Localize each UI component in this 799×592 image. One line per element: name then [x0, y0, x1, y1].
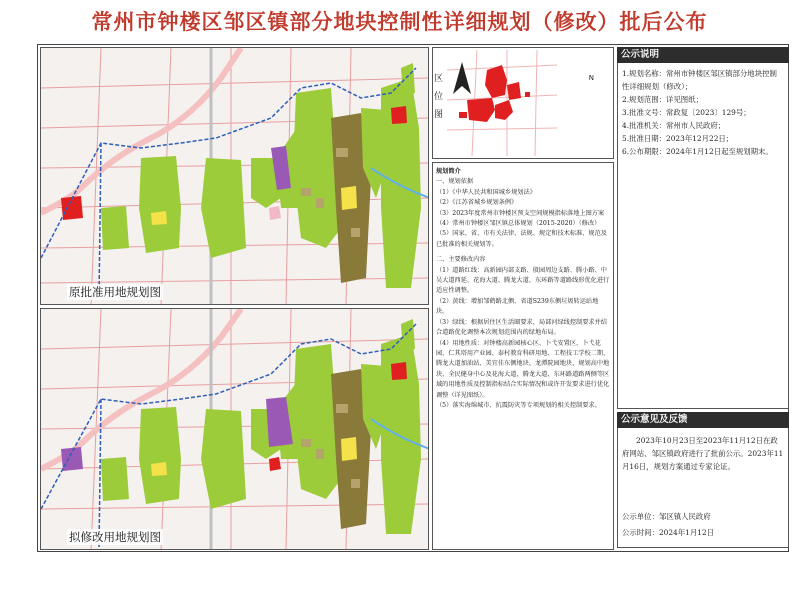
plan-brief-section-1: 一、规划依据 [436, 178, 474, 186]
change-item: （1）道路红线：高新园内部支路、殷园周边支路、腾小路、中吴大道西延、花海大道、腾龙大道、东环路等道路线形优化进行适应性调整。 [436, 266, 610, 295]
original-land-use-map [40, 47, 429, 305]
location-label-char: 区 [434, 74, 444, 84]
right-column [617, 47, 789, 548]
original-land-use-map-graphic [41, 48, 429, 305]
change-item: （4）用地性质：对钟楼高新园核心区、卜弋安置区、卜弋花园、仁其塔用产业园、泰村教育科研用地、工程技工学校二期、腾龙大道加油站、美宜佳东侧地块、龙潭院园地块、规划高中地块、全民健身中心及花海大道、腾龙大道、东环路道路两侧等区域的用地性质及控制指标结合实际情况和或许开发要求进行优化调整（详见图纸）。 [436, 339, 610, 399]
publish-unit: 公示单位：邹区镇人民政府 [622, 512, 711, 521]
notice-heading: 公示说明 [617, 47, 789, 63]
basis-item: （3）2023年度常州市钟楼区预支空间规模指标落地上图方案 [436, 209, 605, 217]
feedback-footer [622, 509, 714, 541]
feedback-heading: 公示意见及反馈 [617, 412, 789, 428]
north-label: N [588, 74, 594, 82]
notice-item: 2.规划范围：详见图纸； [622, 95, 703, 104]
page-title: 常州市钟楼区邹区镇部分地块控制性详细规划（修改）批后公布 [91, 10, 708, 34]
notice-item: 3.批准文号：常政复〔2023〕129号； [622, 108, 751, 117]
north-arrow-icon [447, 50, 477, 100]
feedback-text: 2023年10月23日至2023年11月12日在政府网站、邹区镇政府进行了批前公示。2023年11月16日，规划方案通过专家论证。 [622, 436, 784, 471]
change-item: （2）黄线：增加邹鹤路北侧、省道S239东侧垃圾转运站地块。 [436, 297, 599, 316]
notice-item: 5.批准日期：2023年12月22日； [622, 134, 734, 143]
notice-item: 4.批准机关：常州市人民政府； [622, 121, 726, 130]
location-map-label [434, 70, 446, 124]
plan-brief-heading: 规划简介 [436, 168, 461, 175]
plan-brief-panel [432, 162, 614, 550]
basis-item: （4）常州市钟楼区邹区镇总体规划（2015-2020）（修改） [436, 220, 601, 228]
feedback-body [617, 428, 789, 548]
proposed-land-use-map-graphic [41, 309, 429, 550]
original-map-caption: 原批准用地规划图 [69, 285, 161, 299]
publish-date: 公示时间：2024年1月12日 [622, 528, 715, 537]
basis-item: （5）国家、省、市有关法律、法规、规定和技术标准、规范及已批准的相关规划等。 [436, 230, 607, 248]
location-map-box [432, 47, 614, 159]
proposed-land-use-map [40, 308, 429, 550]
notice-item: 6.公布期限：2024年1月12日起至规划期末。 [622, 147, 773, 156]
location-label-char: 位 [434, 92, 444, 102]
notice-list [617, 63, 789, 409]
proposed-map-caption: 拟修改用地规划图 [69, 530, 161, 544]
plan-brief-section-2: 二、主要修改内容 [436, 256, 486, 264]
notice-item: 1.规划名称：常州市钟楼区邹区镇部分地块控制性详细规划（修改）； [622, 69, 777, 91]
basis-item: （2）《江苏省城乡规划条例》 [436, 199, 518, 207]
change-item: （3）绿线：根据居住区生活圈要求，局部河绿线控制要求并结合道路优化调整本次规划范围内的绿地布局。 [436, 318, 607, 337]
basis-item: （1）《中华人民共和国城乡规划法》 [436, 188, 536, 196]
location-label-char: 图 [434, 110, 444, 120]
change-item: （5）落实海绵城市、抗震防灾等专项规划的相关控制要求。 [436, 401, 601, 409]
middle-column [432, 47, 614, 550]
